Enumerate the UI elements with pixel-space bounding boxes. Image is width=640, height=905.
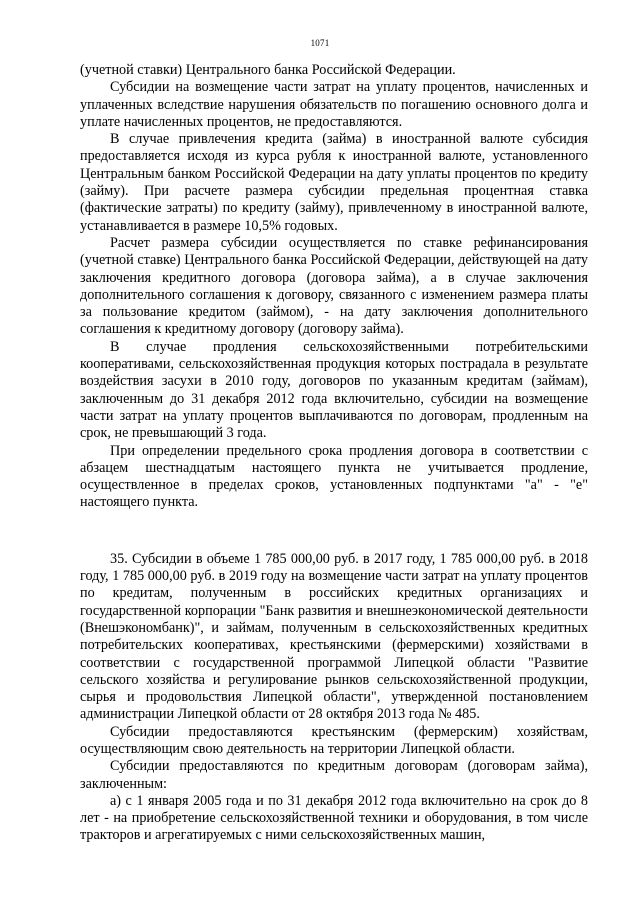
paragraph-item-35: 35. Субсидии в объеме 1 785 000,00 руб. в 2017 году, 1 785 000,00 руб. в 2018 году, 1 785 000,00 руб. в 2019 году на возмещение части затрат на уплату процентов по кредитам, полученным в российских кредитных организациях и государственной корпорации "Банк развития и внешнеэкономической деятельности (Внешэкономбанк)", и займам, полученным в сельскохозяйственных кредитных потребительских кооперативах, крестьянскими (фермерскими) хозяйствами в соответствии с государственной программой Липецкой области "Развитие сельского хозяйства и регулирование рынков сельскохозяйственной продукции, сырья и продовольствия Липецкой области", утвержденной постановлением администрации Липецкой области от 28 октября 2013 года № 485. [80,550,588,723]
paragraph-continuation: (учетной ставки) Центрального банка Российской Федерации. [80,62,456,78]
document-body [80,62,588,845]
page-number: 1071 [310,38,330,48]
section-gap [80,512,588,551]
paragraph-contracts-intro: Субсидии предоставляются по кредитным договорам (договорам займа), заключенным: [80,758,588,792]
paragraph-recipients: Субсидии предоставляются крестьянским (фермерским) хозяйствам, осуществляющим свою деятельность на территории Липецкой области. [80,723,588,757]
paragraph-calculation: Расчет размера субсидии осуществляется по ставке рефинансирования (учетной ставке) Центрального банка Российской Федерации, действующей на дату заключения кредитного договора (договора займа), а в случае заключения дополнительного соглашения к договору, связанного с изменением размера платы за пользование кредитом (займом), - на дату заключения дополнительного соглашения к кредитному договору (договору займа). [80,234,588,338]
paragraph-subitem-a: а) с 1 января 2005 года и по 31 декабря 2012 года включительно на срок до 8 лет - на приобретение сельскохозяйственной техники и оборудования, в том числе тракторов и агрегатируемых с ними сельскохозяйственных машин, [80,792,588,844]
paragraph-foreign-currency: В случае привлечения кредита (займа) в иностранной валюте субсидия предоставляется исходя из курса рубля к иностранной валюте, установленного Центральным банком Российской Федерации на дату уплаты процентов по кредиту (займу). При расчете размера субсидии предельная процентная ставка (фактические затраты) по кредиту (займу), привлеченному в иностранной валюте, устанавливается в размере 10,5% годовых. [80,131,588,234]
paragraph-drought-extension: В случае продления сельскохозяйственными потребительскими кооперативами, сельскохозяйственная продукция которых пострадала в результате воздействия засухи в 2010 году, договоров по указанным кредитам (займам), заключенным до 31 декабря 2012 года включительно, субсидии на возмещение части затрат на уплату процентов выплачиваются по договорам, продленным на срок, не превышающий 3 года. [80,338,588,442]
paragraph-penalty-interest: Субсидии на возмещение части затрат на уплату процентов, начисленных и уплаченных вследствие нарушения обязательств по погашению основного долга и уплате начисленных процентов, не предоставляются. [80,79,588,130]
paragraph-extension-term: При определении предельного срока продления договора в соответствии с абзацем шестнадцатым настоящего пункта не учитывается продление, осуществленное в пределах сроков, установленных подпунктами "а" - "е" настоящего пункта. [80,442,588,511]
